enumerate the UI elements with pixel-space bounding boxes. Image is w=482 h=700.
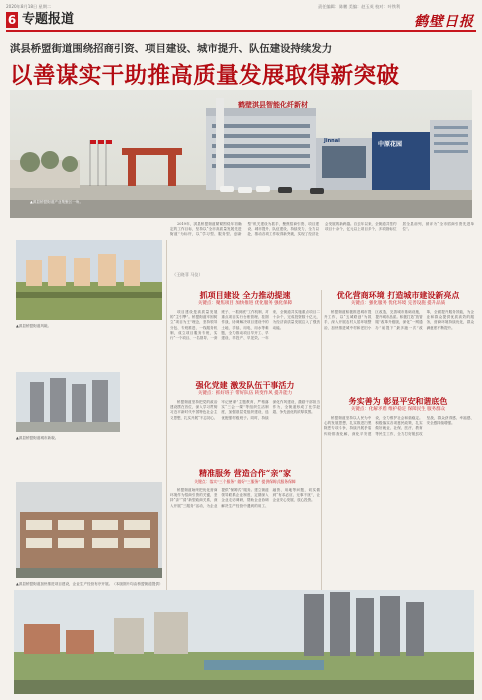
photo-left-top (16, 240, 162, 320)
caption-left-top: ▲淇县桥盟街道风貌。 (16, 324, 52, 328)
newspaper-logo: 鹤壁日报 (414, 14, 474, 30)
section-5-keywords: 关键点：化解矛盾 维护稳定 保障民生 服务群众 (350, 407, 446, 412)
hero-caption: ▲淇县桥盟街道产业集聚区一角。 (30, 200, 84, 204)
headline-main: 以善谋实干助推高质量发展取得新突破 (10, 63, 400, 89)
section-3-text: 桥盟街道坚持把党的政治建设摆在首位，深入学习贯彻习近平新时代中国特色社会主义思想，扎实开展“不忘初心、牢记使命”主题教育，严格落实“三会一课”等组织生活制度，加强基层党组织建设，选优配强村级班子。同时，持续深化作风建设，激励干部担当作为，全街道形成了比学赶超、争先创优的浓厚氛围。 (170, 400, 320, 420)
section-5-text: 桥盟街道坚持以人民为中心的发展思想，扎实推进扫黑除恶专项斗争，持续开展矛盾纠纷排查化解，深化平安建设，全力维护社会和谐稳定。积极落实各项惠民政策，扎实做好就业、社保、医疗、教育等民生工作，全力打好脱贫攻坚战，群众获得感、幸福感、安全感持续增强。 (324, 416, 474, 436)
photo-left-bottom (16, 482, 162, 578)
section-1-keywords: 关键点：聚焦项目 加快推进 优化服务 强化保障 (197, 301, 293, 306)
section-2-body (324, 310, 474, 388)
column-rule (166, 240, 167, 590)
hero-photo (10, 90, 472, 218)
header-rule (6, 30, 476, 32)
section-4-text: 桥盟街道始终把优化营商环境作为招商引资的关键，坚持“亲”“清”新型政商关系，深入开展“三服务”活动，为企业提供“保姆式”服务。建立街道领导联系企业制度，定期深入企业走访调研，帮助企业协调解决生产经营中遇到的用工、融资、用地等问题，切实做到“有求必应、无事不扰”，让企业安心发展、放心投资。 (170, 488, 320, 508)
svg-text:中原花园: 中原花园 (378, 141, 403, 148)
byline: （王晓菲 马仪） (172, 272, 203, 277)
section-2-text: 桥盟街道积极推进城市提升工作，以“五城联创”为抓手，深入开展农村人居环境整治，加快推进城中村和老旧小区改造，完善城市基础设施，提升城市品质。积极打造“放管服”改革升级版，深化“一网通办”前提下“最多跑一次”改革，全面提升服务效能，为企业和群众提供优质高效的服务，营商环境持续优化，群众满意度不断提升。 (324, 310, 474, 330)
svg-text:鹤壁淇县智能化纤新材: 鹤壁淇县智能化纤新材 (238, 101, 308, 109)
issue-date: 2020年8月18日 星期二 (6, 4, 52, 9)
caption-left-bottom: ▲淇县桥盟街道加快推进项目建设，企业生产经营有序开展。（本版图片均由桥盟街道提供） (16, 582, 163, 586)
section-1-title: 抓项目建设 全力推动提速 (199, 290, 291, 300)
section-3-body (170, 400, 320, 456)
section-1-body (170, 310, 320, 368)
caption-left-mid: ▲淇县桥盟街道城市新貌。 (16, 436, 59, 440)
photo-left-mid (16, 372, 120, 432)
section-3-title: 强化党建 激发队伍干事活力 (195, 380, 295, 390)
page-number-badge: 6 (7, 13, 17, 27)
headline-kicker: 淇县桥盟街道围绕招商引资、项目建设、城市提升、队伍建设持续发力 (10, 43, 333, 55)
section-4-body (170, 488, 320, 580)
column-rule (321, 290, 322, 590)
lead-paragraph (170, 222, 474, 262)
svg-text:Jinnai: Jinnai (324, 138, 340, 144)
editor-credits: 责任编辑：陈鹏 美编：赵玉英 校对：叶铁利 (318, 4, 401, 9)
lead-text: 2019年，淇县桥盟街道紧紧围绕年初确定的工作目标，坚持以“全市高质量发展先进街道”为标杆，以“学习型、服务型、创新型”机关建设为抓手，聚焦招商引资、项目建设、城市提升、队伍建设，持续发力，全力以赴，推动各项工作取得新突破，实现了经济社会发展的新跨越。自去年以来，全街道共签约项目十余个，亿元以上项目多个，多项指标位居全县前列，被评为“全市招商引资先进单位”。 (170, 222, 474, 237)
section-2-title: 优化营商环境 打造城市建设新亮点 (336, 290, 460, 300)
section-4-keywords: 关键点：落实“三个服务” 做好“三服务” 提供保姆式服务保障 (194, 479, 296, 484)
section-5-body (324, 416, 474, 586)
section-1-text: 项目建设是高质量发展的“主引擎”。桥盟街道牢固树立“项目为王”理念，坚持领导分包、专班推进、一线服务机制，成立项目服务专班，实行“一个项目、一名领导、一套班子、一抓到底”工作机制，对重点项目实行台账管理、挂图作战，协调解决项目建设中的土地、手续、用电、用水等难题，全力推动项目早开工、早建设、早投产、早见效。一年来，全街道共实施重点项目二十余个，完成投资数十亿元，为经济高质量发展注入了强劲动能。 (170, 310, 320, 341)
section-3-keywords: 关键点：抓好班子 带好队伍 转变作风 提升能力 (197, 391, 293, 396)
section-2-keywords: 关键点：强化服务 优化环境 完善设施 提升品质 (350, 301, 446, 306)
photo-bottom (14, 590, 474, 694)
section-name: 专题报道 (22, 12, 75, 27)
section-4-title: 精准服务 营造合作“亲”家 (199, 468, 291, 478)
section-5-title: 务实善为 彰显平安和谐底色 (348, 396, 448, 406)
